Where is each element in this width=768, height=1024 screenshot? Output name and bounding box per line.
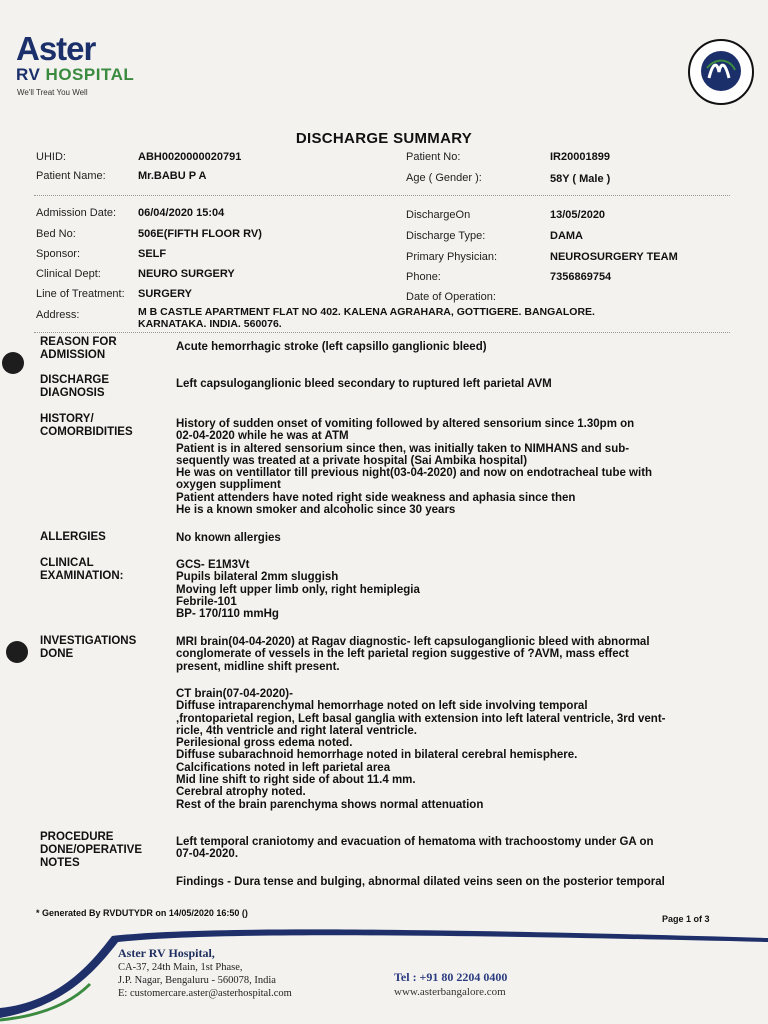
ct-text <box>176 688 728 811</box>
clinical-heading-line-2: EXAMINATION: <box>40 570 124 582</box>
history-line: He was on ventillator till previous night(03-04-2020) and now on endotracheal tube with <box>176 467 653 480</box>
age-gender-value: 58Y ( Male ) <box>550 173 611 185</box>
logo-aster: Aster <box>16 30 96 67</box>
history-line: History of sudden onset of vomiting followed by altered sensorium since 1.30pm on <box>176 418 635 430</box>
diagnosis-heading <box>40 374 109 400</box>
divider <box>34 195 730 196</box>
patient-no-label: Patient No: <box>406 151 461 163</box>
page-number: Page 1 of 3 <box>662 914 710 924</box>
patient-name-value: Mr.BABU P A <box>138 170 207 182</box>
ct-line: Diffuse intraparenchymal hemorrhage noted on left side involving temporal <box>176 700 588 713</box>
logo-hospital: HOSPITAL <box>45 65 135 84</box>
procedure-heading-line-2: DONE/OPERATIVE <box>40 844 143 856</box>
line-of-treatment-value: SURGERY <box>138 288 192 300</box>
divider <box>34 332 730 333</box>
punch-hole <box>2 352 24 374</box>
history-line: 02-04-2020 while he was at ATM <box>176 430 349 443</box>
diagnosis-text: Left capsuloganglionic bleed secondary to ruptured left parietal AVM <box>176 378 552 390</box>
clinical-line: GCS- E1M3Vt <box>176 559 250 571</box>
punch-hole <box>6 641 28 663</box>
investigations-heading-line-1: INVESTIGATIONS <box>40 635 137 647</box>
sponsor-value: SELF <box>138 248 167 260</box>
footer-address-2: J.P. Nagar, Bengaluru - 560078, India <box>118 975 276 986</box>
footer-hospital-name: Aster RV Hospital, <box>118 946 215 960</box>
findings-text: Findings - Dura tense and bulging, abnormal dilated veins seen on the posterior temporal <box>176 876 665 888</box>
primary-physician-value: NEUROSURGERY TEAM <box>550 251 678 263</box>
procedure-heading-line-1: PROCEDURE <box>40 831 114 843</box>
reason-heading-line-2: ADMISSION <box>40 349 106 361</box>
history-line: oxygen suppliment <box>176 479 281 492</box>
primary-physician-label: Primary Physician: <box>406 251 498 263</box>
ct-line: ricle, 4th ventricle and right lateral ventricle. <box>176 724 417 737</box>
ct-line: Rest of the brain parenchyma shows normal attenuation <box>176 798 484 811</box>
admission-date-value: 06/04/2020 15:04 <box>138 207 225 219</box>
mri-line: conglomerate of vessels in the left parietal region suggestive of ?AVM, mass effect <box>176 648 629 661</box>
sponsor-label: Sponsor: <box>36 248 81 260</box>
history-line: Patient attenders have noted right side weakness and aphasia since then <box>176 491 576 504</box>
investigations-heading <box>40 635 136 661</box>
procedure-text <box>176 836 728 861</box>
ct-line: ,frontoparietal region, Left basal ganglia with extension into left lateral ventricle, 3rd vent- <box>176 712 666 725</box>
discharge-on-value: 13/05/2020 <box>550 209 606 221</box>
history-line: sequently was treated at a private hospital (Sai Ambika hospital) <box>176 454 528 467</box>
ct-line: CT brain(07-04-2020)- <box>176 688 293 700</box>
allergies-text: No known allergies <box>176 532 281 544</box>
clinical-dept-value: NEURO SURGERY <box>138 268 235 280</box>
logo-tagline: We'll Treat You Well <box>17 88 88 97</box>
diagnosis-heading-line-2: DIAGNOSIS <box>40 387 105 399</box>
discharge-type-value: DAMA <box>550 230 583 242</box>
ct-line: Cerebral atrophy noted. <box>176 786 306 799</box>
clinical-line: BP- 170/110 mmHg <box>176 608 279 621</box>
history-line: Patient is in altered sensorium since then, was initially taken to NIMHANS and sub- <box>176 442 630 455</box>
footer-address-1: CA-37, 24th Main, 1st Phase, <box>118 962 243 973</box>
address-line-1: M B CASTLE APARTMENT FLAT NO 402. KALENA AGRAHARA, GOTTIGERE. BANGALORE. <box>138 306 595 318</box>
procedure-heading-line-3: NOTES <box>40 857 80 869</box>
clinical-line: Moving left upper limb only, right hemiplegia <box>176 583 420 596</box>
bed-no-label: Bed No: <box>36 228 76 240</box>
mri-text <box>176 636 728 673</box>
ct-line: Diffuse subarachnoid hemorrhage noted in bilateral cerebral hemisphere. <box>176 749 578 762</box>
footer-website: www.asterbangalore.com <box>394 986 506 998</box>
footer-email: E: customercare.aster@asterhospital.com <box>118 988 292 999</box>
address-label: Address: <box>36 309 80 321</box>
generated-by: * Generated By RVDUTYDR on 14/05/2020 16:50 () <box>36 908 248 918</box>
logo-rv-hospital <box>16 66 134 83</box>
procedure-line: 07-04-2020. <box>176 848 239 861</box>
logo-rv: RV <box>16 65 41 84</box>
line-of-treatment-label: Line of Treatment: <box>36 288 125 300</box>
clinical-heading-line-1: CLINICAL <box>40 557 94 569</box>
history-heading-line-1: HISTORY/ <box>40 413 94 425</box>
diagnosis-heading-line-1: DISCHARGE <box>40 374 110 386</box>
reason-heading-line-1: REASON FOR <box>40 336 117 348</box>
clinical-dept-label: Clinical Dept: <box>36 268 101 280</box>
procedure-line: Left temporal craniotomy and evacuation of hematoma with trachoostomy under GA on <box>176 836 654 848</box>
uhid-value: ABH0020000020791 <box>138 151 242 163</box>
document-title: DISCHARGE SUMMARY <box>295 130 473 147</box>
discharge-on-label: DischargeOn <box>406 209 471 221</box>
address-line-2: KARNATAKA. INDIA. 560076. <box>138 318 282 330</box>
clinical-line: Pupils bilateral 2mm sluggish <box>176 571 339 584</box>
mri-line: present, midline shift present. <box>176 660 340 673</box>
ct-line: Calcifications noted in left parietal area <box>176 761 391 774</box>
date-of-operation-label: Date of Operation: <box>406 291 496 303</box>
patient-no-value: IR20001899 <box>550 151 610 163</box>
uhid-label: UHID: <box>36 151 66 163</box>
history-text <box>176 418 728 516</box>
mri-line: MRI brain(04-04-2020) at Ragav diagnostic- left capsuloganglionic bleed with abnormal <box>176 636 650 648</box>
phone-label: Phone: <box>406 271 441 283</box>
reason-heading <box>40 336 117 362</box>
reason-text: Acute hemorrhagic stroke (left capsillo ganglionic bleed) <box>176 341 487 353</box>
age-gender-label: Age ( Gender ): <box>406 172 482 184</box>
admission-date-label: Admission Date: <box>36 207 117 219</box>
bed-no-value: 506E(FIFTH FLOOR RV) <box>138 228 262 240</box>
clinical-text <box>176 559 728 620</box>
allergies-heading: ALLERGIES <box>40 531 106 543</box>
history-line: He is a known smoker and alcoholic since 30 years <box>176 504 456 517</box>
procedure-heading <box>40 831 142 870</box>
discharge-type-label: Discharge Type: <box>406 230 486 242</box>
footer-swoosh-graphic <box>0 922 768 1024</box>
history-heading <box>40 413 133 439</box>
clinical-line: Febrile-101 <box>176 595 237 608</box>
clinical-heading <box>40 557 123 583</box>
phone-value: 7356869754 <box>550 271 612 283</box>
patient-name-label: Patient Name: <box>36 170 106 182</box>
investigations-heading-line-2: DONE <box>40 648 74 660</box>
footer-telephone: Tel : +91 80 2204 0400 <box>394 970 508 984</box>
ct-line: Perilesional gross edema noted. <box>176 737 353 750</box>
history-heading-line-2: COMORBIDITIES <box>40 426 133 438</box>
aster-dm-seal-icon <box>687 38 755 106</box>
ct-line: Mid line shift to right side of about 11.4 mm. <box>176 774 416 787</box>
